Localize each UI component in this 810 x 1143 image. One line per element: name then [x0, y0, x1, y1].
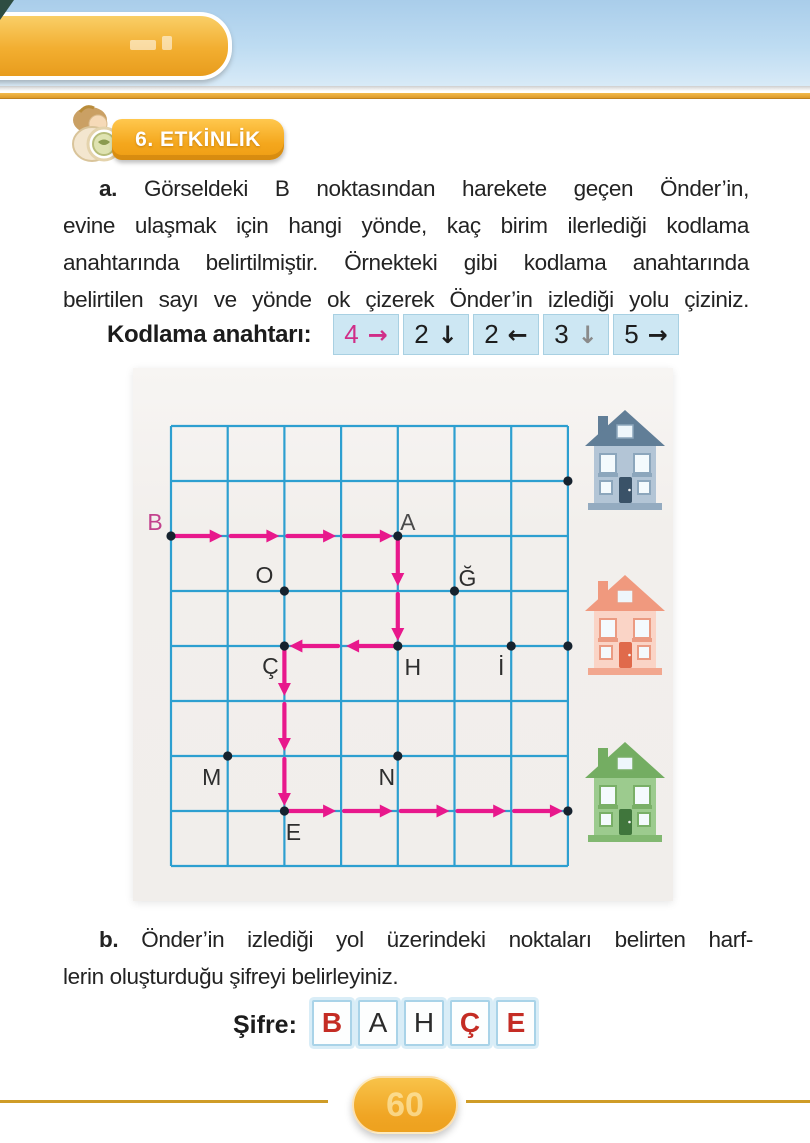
cipher-label: Şifre: — [233, 1011, 297, 1039]
path-arrowhead — [323, 805, 336, 818]
coding-key-item-1[interactable] — [333, 314, 399, 355]
path-arrowhead — [278, 738, 291, 751]
banner-decoration — [130, 40, 156, 50]
grid-label-E: E — [285, 819, 302, 845]
grid-point-İ — [507, 641, 516, 650]
path-arrowhead — [380, 805, 393, 818]
text: lerin oluşturduğu şifreyi belirleyiniz. — [63, 964, 399, 989]
direction-arrow-icon: → — [367, 320, 388, 349]
cipher-box-2[interactable] — [358, 1000, 398, 1046]
text: Görseldeki B noktasından harekete geçen Önder’in, — [143, 176, 749, 201]
text-line — [63, 921, 753, 958]
coding-count: 2 — [484, 319, 499, 349]
path-arrowhead — [278, 793, 291, 806]
path-arrowhead — [391, 628, 404, 641]
footer-divider-left — [0, 1100, 328, 1103]
section-b-marker: b. — [99, 927, 119, 952]
house-green — [585, 742, 665, 842]
coding-count: 5 — [624, 319, 639, 349]
cipher-letter: H — [413, 1007, 435, 1038]
activity-badge-label: 6. ETKİNLİK — [135, 127, 261, 151]
house-pink — [585, 575, 665, 675]
coding-key-item-4[interactable] — [543, 314, 609, 355]
path-arrowhead — [289, 640, 302, 653]
path-arrowhead — [550, 805, 563, 818]
cipher-letter: Ç — [459, 1007, 481, 1038]
top-divider — [0, 93, 810, 99]
text: Önder’in izlediği yol üzerindeki noktaları belirten harf- — [141, 927, 753, 952]
grid-point-E — [280, 806, 289, 815]
text-line — [63, 281, 749, 318]
banner-decoration — [162, 36, 172, 50]
house-pink-dot — [563, 641, 572, 650]
grid-label-A: A — [400, 509, 416, 535]
direction-arrow-icon: → — [647, 320, 668, 349]
corner-decoration — [0, 0, 14, 20]
path-arrowhead — [346, 640, 359, 653]
text-line — [63, 244, 749, 281]
text-line — [63, 207, 749, 244]
cipher-boxes — [312, 1000, 536, 1046]
coding-key-item-3[interactable] — [473, 314, 539, 355]
cipher-letter: A — [368, 1007, 388, 1038]
coding-count: 2 — [414, 319, 429, 349]
grid-point-M — [223, 751, 232, 760]
cipher-box-4[interactable] — [450, 1000, 490, 1046]
header-shadow — [0, 86, 810, 91]
grid-label-M: M — [202, 764, 222, 790]
path-arrowhead — [437, 805, 450, 818]
grid-image-panel — [133, 368, 673, 901]
text: evine ulaşmak için hangi yönde, kaç birim ilerlediği kodlama — [63, 213, 749, 238]
header-banner — [0, 12, 232, 80]
coding-key-item-2[interactable] — [403, 314, 469, 355]
cipher-box-5[interactable] — [496, 1000, 536, 1046]
grid-point-N — [393, 751, 402, 760]
grid-point-B — [166, 531, 175, 540]
path-arrowhead — [380, 530, 393, 543]
grid-label-N: N — [378, 764, 396, 790]
house-green-dot — [563, 806, 572, 815]
direction-arrow-icon: ↓ — [437, 320, 458, 349]
direction-arrow-icon: ↓ — [577, 320, 598, 349]
grid-point-O — [280, 586, 289, 595]
section-b-text — [63, 921, 753, 995]
coding-key-boxes — [333, 314, 679, 355]
footer-divider-right — [466, 1100, 810, 1103]
path-arrowhead — [493, 805, 506, 818]
path-arrowhead — [391, 573, 404, 586]
section-a-text — [63, 170, 749, 318]
grid-label-İ: İ — [498, 654, 505, 680]
coding-count: 4 — [344, 319, 359, 349]
cipher-box-3[interactable] — [404, 1000, 444, 1046]
path-arrowhead — [278, 683, 291, 696]
grid-label-H: H — [404, 654, 422, 680]
cipher-box-1[interactable] — [312, 1000, 352, 1046]
path-arrowhead — [323, 530, 336, 543]
coding-count: 3 — [554, 319, 569, 349]
text: belirtilen sayı ve yönde ok çizerek Önder’in izlediği yolu çiziniz. — [63, 287, 749, 312]
cipher-letter: E — [506, 1007, 526, 1038]
grid-label-B: B — [147, 509, 163, 535]
house-blue-dot — [563, 476, 572, 485]
section-a-marker: a. — [99, 176, 118, 201]
coding-key-item-5[interactable] — [613, 314, 679, 355]
text-line — [63, 170, 749, 207]
path-arrowhead — [210, 530, 223, 543]
path-arrowhead — [266, 530, 279, 543]
grid-figure[interactable] — [133, 368, 673, 901]
grid-label-Ğ: Ğ — [458, 565, 477, 591]
cipher-letter: B — [321, 1007, 343, 1038]
grid-point-Ç — [280, 641, 289, 650]
grid-label-Ç: Ç — [262, 653, 279, 679]
direction-arrow-icon: ← — [507, 320, 528, 349]
activity-badge — [112, 119, 284, 160]
grid-label-O: O — [255, 562, 274, 588]
coding-key-label: Kodlama anahtarı: — [107, 321, 312, 348]
drawn-path — [174, 530, 563, 818]
header-sky — [0, 0, 810, 86]
page-number: 60 — [386, 1085, 424, 1124]
text-line — [63, 958, 753, 995]
text: anahtarında belirtilmiştir. Örnekteki gibi kodlama anahtarında — [63, 250, 749, 275]
grid-point-H — [393, 641, 402, 650]
page-number-badge — [352, 1076, 458, 1134]
house-blue — [585, 410, 665, 510]
